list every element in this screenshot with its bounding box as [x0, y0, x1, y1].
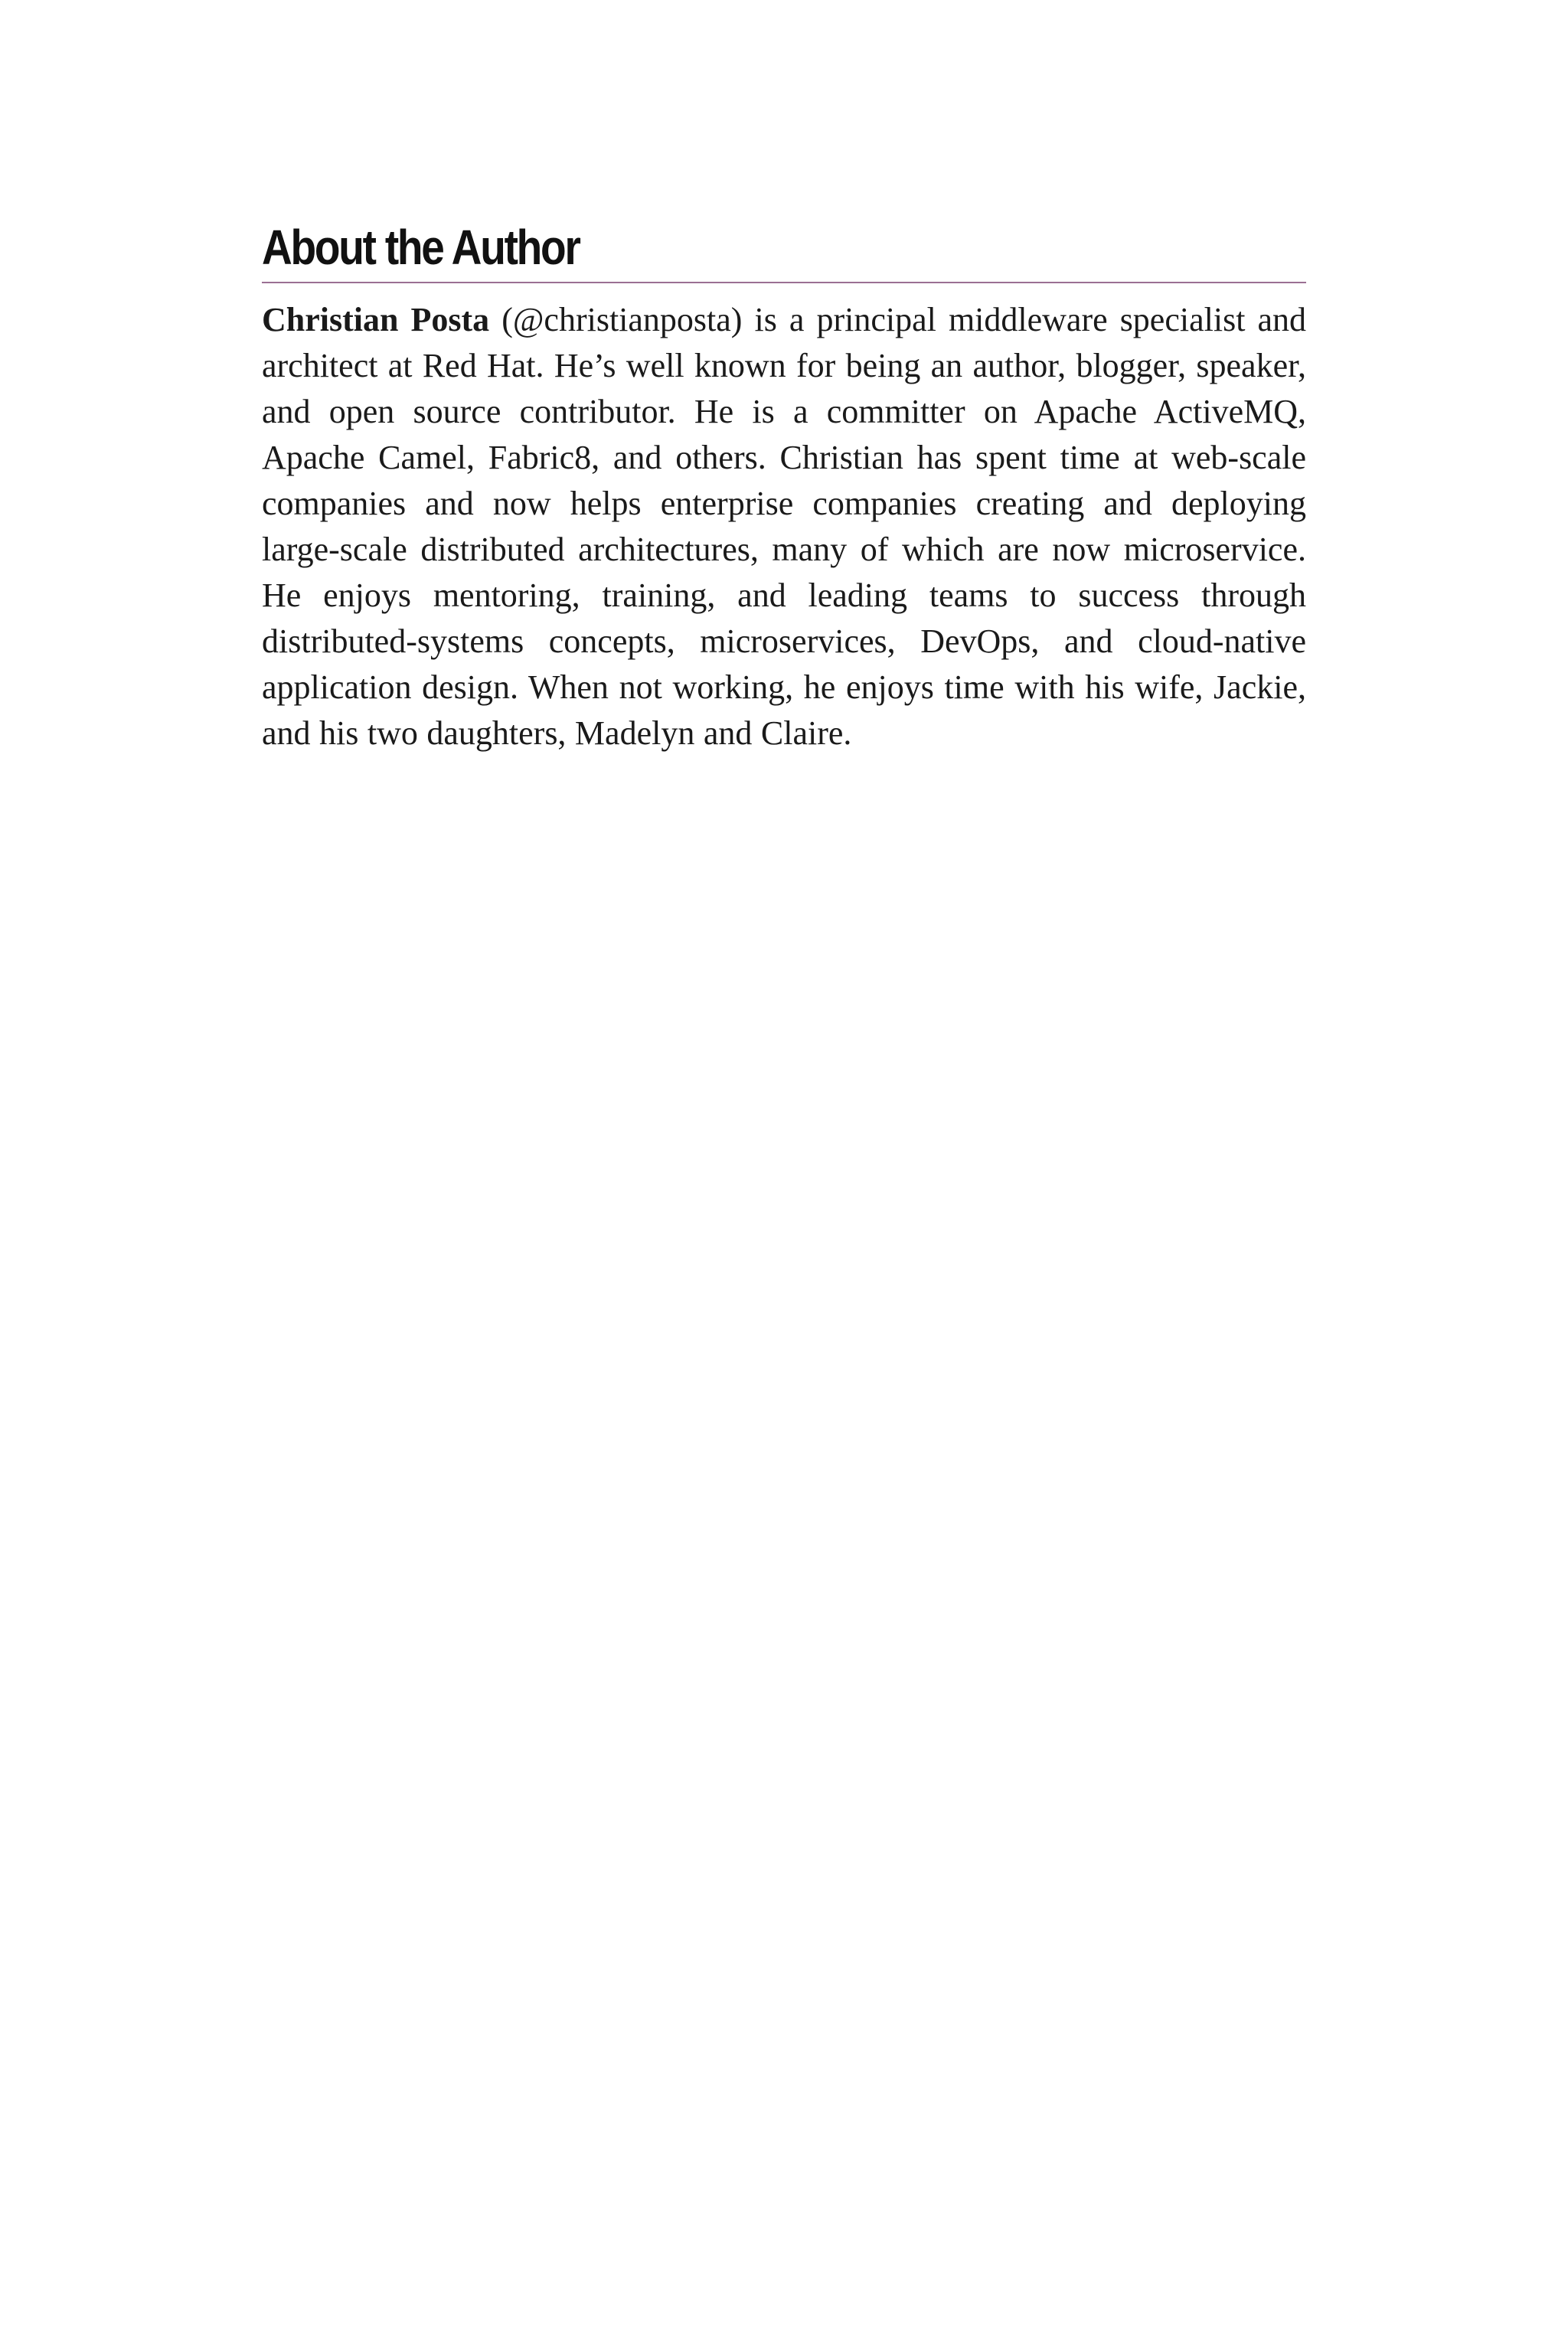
author-name: Christian Posta [262, 300, 490, 338]
author-bio [262, 297, 1306, 756]
section-heading: About the Author [262, 220, 580, 275]
heading-divider [262, 282, 1306, 283]
author-bio-text: (@christianposta) is a principal middleware specialist and architect at Red Hat. He’s well known for being an author, blogger, speaker, and open source contributor. He is a committer on Apache ActiveMQ, Apache Camel, Fabric8, and others. Christian has spent time at web-scale companies and now helps enterprise companies creating and deploying large-scale distributed architectures, many of which are now microservice. He enjoys mentoring, training, and leading teams to success through distributed-systems concepts, microservices, DevOps, and cloud-native application design. When not working, he enjoys time with his wife, Jackie, and his two daughters, Madelyn and Claire. [262, 300, 1307, 752]
about-author-section [262, 220, 1306, 756]
